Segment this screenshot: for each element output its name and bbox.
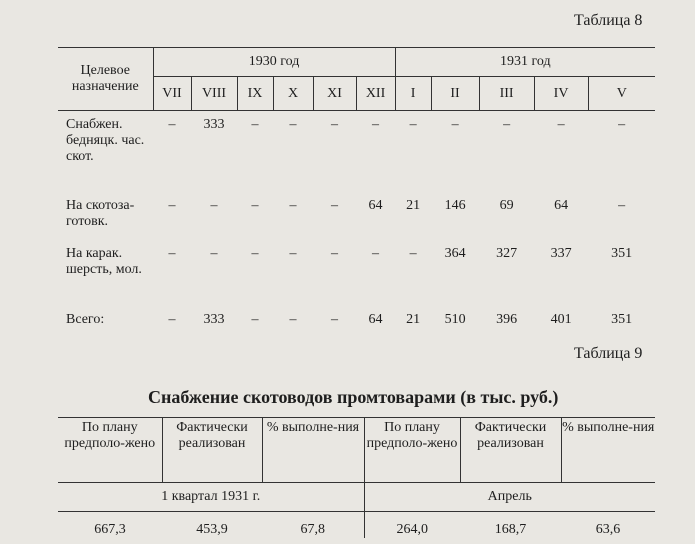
table-cell: – [331,198,338,213]
month-header: IV [534,77,588,111]
row-label: На карак. шерсть, мол. [66,246,142,277]
table-cell: – [331,117,338,132]
table-cell: 146 [444,198,466,213]
table-cell: 64 [368,312,383,327]
month-header: XI [313,77,356,111]
table-9-title: Снабжение скотоводов промтоварами (в тыс. руб.) [148,387,559,407]
month-header: VII [153,77,191,111]
table-8-caption: Таблица 8 [574,12,643,29]
plan-header: По плану предполо-жено [364,418,460,483]
month-header: IX [237,77,273,111]
table-cell: – [289,246,297,261]
table-row-total [58,306,655,334]
table-cell: 327 [496,246,518,261]
actual-header: Фактически реализован [162,418,262,483]
table-9 [58,417,655,538]
table-cell: – [618,117,626,132]
table-cell: – [289,117,297,132]
table-cell: – [168,198,176,213]
table-cell: – [289,312,297,327]
table-cell: 67,8 [262,512,364,539]
plan-header: По плану предполо-жено [58,418,162,483]
table-cell: – [331,246,338,261]
row-label: Снабжен. бедняцк. час. скот. [66,117,145,164]
table-cell: 510 [444,312,466,327]
table-cell: – [210,198,218,213]
table-cell: 69 [499,198,514,213]
table-cell: 64 [554,198,569,213]
table-cell: 351 [611,312,633,327]
table-cell: – [372,246,380,261]
row-label: На скотоза-готовк. [66,198,135,229]
table-cell: – [372,117,380,132]
month-header: VIII [191,77,237,111]
percent-header: % выполне-ния [561,418,655,483]
table-9-caption: Таблица 9 [574,345,643,362]
table-row [58,192,655,240]
table-cell: 333 [203,117,225,132]
table-row [58,512,655,539]
table-cell: – [251,198,259,213]
table-cell: – [289,198,297,213]
table-cell: – [251,246,259,261]
year-1931-header: 1931 год [395,48,655,77]
table-row [58,111,655,193]
purpose-header: Целевое назначение [58,48,153,111]
month-header: X [273,77,313,111]
table-cell: 453,9 [196,522,228,537]
month-header: XII [356,77,395,111]
table-cell: – [210,246,218,261]
table-9-header [58,418,655,483]
table-cell: – [451,117,459,132]
table-cell: 168,7 [494,522,527,537]
table-cell: 63,6 [595,522,621,537]
percent-header: % выполне-ния [262,418,364,483]
month-header: III [479,77,534,111]
table-cell: – [409,117,417,132]
table-8-header-years [58,48,655,77]
table-cell: 337 [550,246,572,261]
table-cell: 333 [203,312,225,327]
table-cell: 667,3 [94,522,126,537]
table-cell: – [251,312,259,327]
table-8 [58,47,655,334]
table-cell: 396 [496,312,518,327]
table-cell: 401 [550,312,572,327]
table-cell: – [331,312,338,327]
table-cell: – [618,198,626,213]
row-label: Всего: [66,312,105,327]
month-header: V [588,77,655,111]
table-cell: 21 [406,312,421,327]
table-cell: 351 [611,246,633,261]
year-1930-header: 1930 год [153,48,395,77]
table-cell: – [409,246,417,261]
period-april: Апрель [364,483,655,512]
table-cell: – [557,117,565,132]
table-row [58,240,655,306]
actual-header: Фактически реализован [460,418,561,483]
period-q1-1931: 1 квартал 1931 г. [58,483,364,512]
table-cell: – [168,312,176,327]
month-header: II [431,77,479,111]
table-cell: 21 [406,198,421,213]
month-header: I [395,77,431,111]
table-cell: 64 [368,198,383,213]
table-cell: – [251,117,259,132]
table-cell: – [168,246,176,261]
table-9-periods [58,483,655,512]
table-cell: 264,0 [396,522,428,537]
table-cell: 364 [444,246,466,261]
table-cell: – [503,117,511,132]
table-cell: – [168,117,176,132]
